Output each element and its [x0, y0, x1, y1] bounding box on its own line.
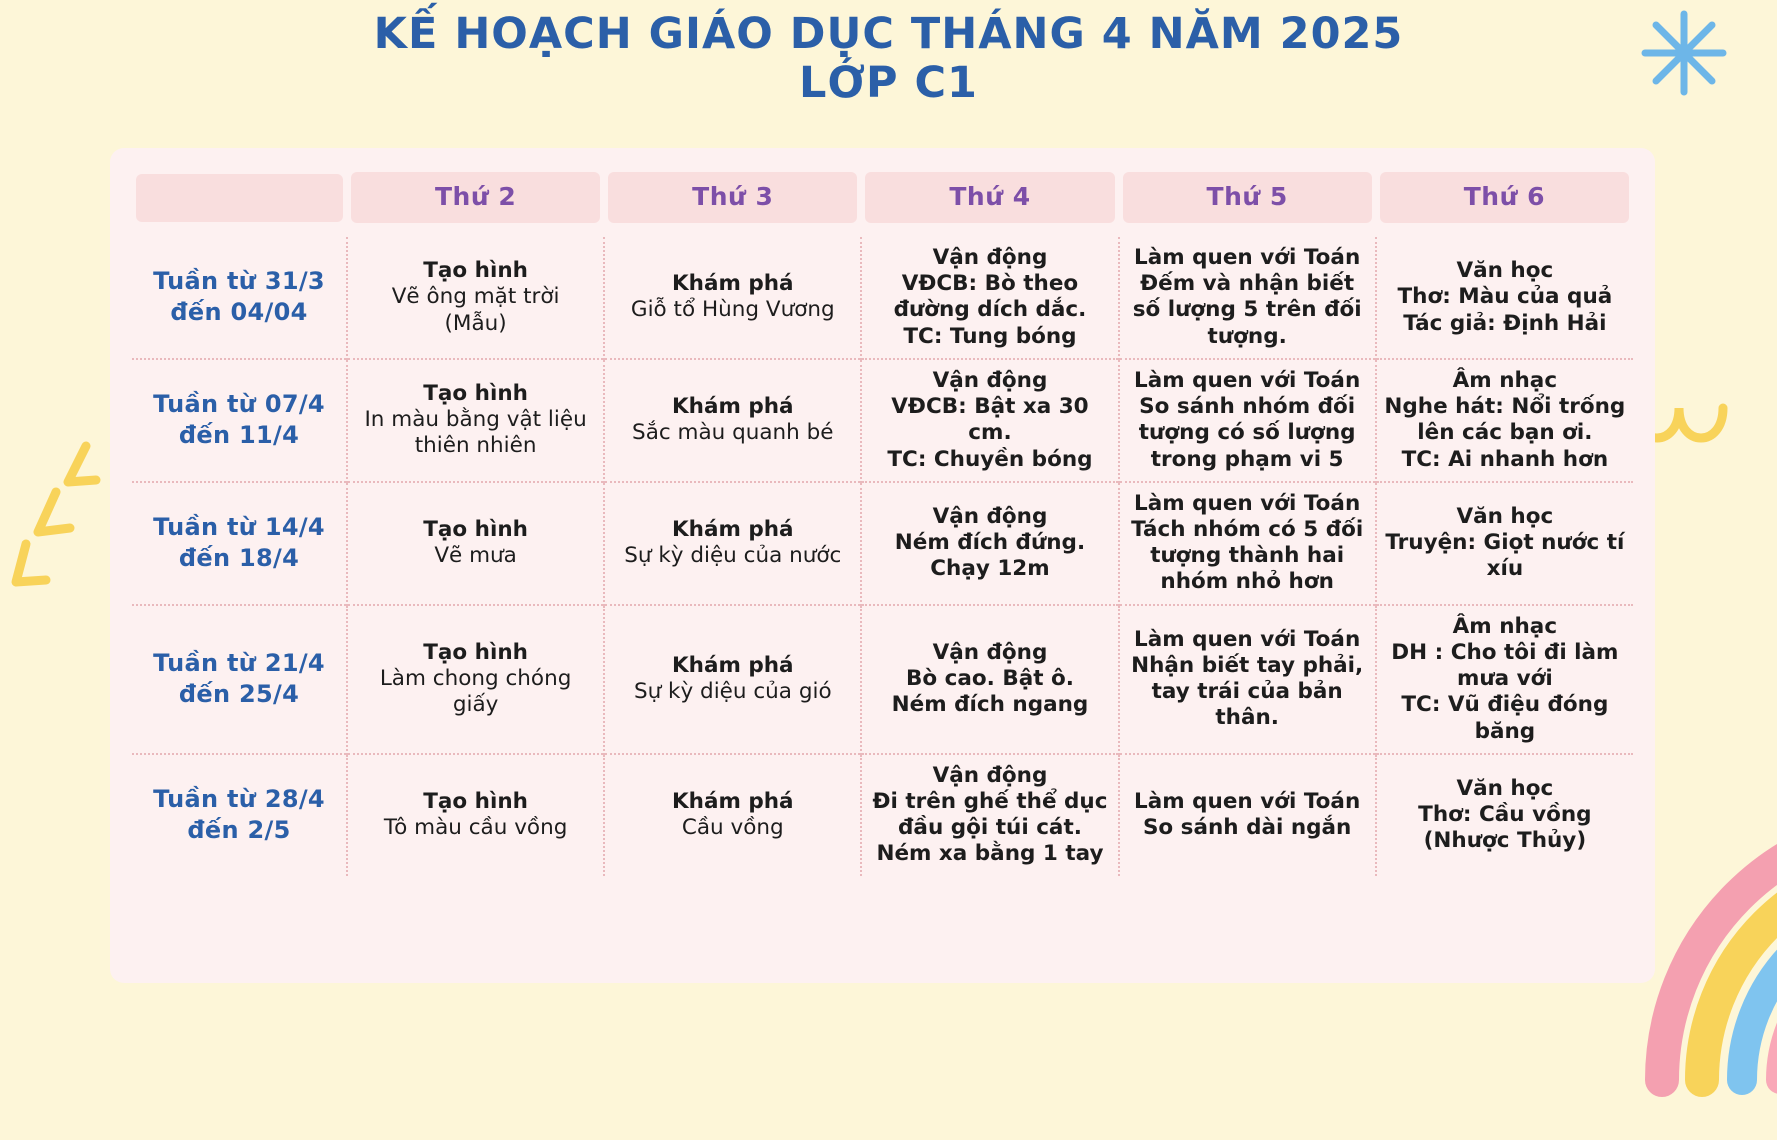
activity-detail: TC: Tung bóng [903, 323, 1077, 349]
activity-detail: Nghe hát: Nổi trống lên các bạn ơi. [1384, 394, 1626, 446]
activity-title: Làm quen với Toán [1134, 367, 1361, 393]
activity-title: Khám phá [671, 516, 794, 542]
page-title [0, 10, 1777, 110]
activity-detail: Thơ: Cầu vồng [1418, 802, 1592, 828]
column-header-label: Thứ 6 [1380, 172, 1629, 223]
activity-title: Tạo hình [423, 258, 528, 284]
table-corner-cell [132, 166, 347, 237]
activity-detail: Tách nhóm có 5 đối tượng thành hai nhóm nhỏ hơn [1131, 516, 1364, 595]
activity-title: Làm quen với Toán [1134, 788, 1361, 814]
column-header-label: Thứ 2 [351, 172, 600, 223]
activity-detail: Thơ: Màu của quả [1397, 284, 1613, 310]
activity-detail: Cầu vồng [681, 815, 784, 841]
activity-cell [861, 482, 1118, 605]
activity-detail: Đi trên ghế thể dục đầu gội túi cát. Ném xa bằng 1 tay [872, 788, 1108, 867]
activity-cell [347, 482, 604, 605]
activity-title: Tạo hình [423, 639, 528, 665]
week-label: Tuần từ 21/4 đến 25/4 [132, 605, 347, 754]
table-header [132, 166, 1633, 237]
table-row [132, 754, 1633, 876]
week-label: Tuần từ 31/3 đến 04/04 [132, 237, 347, 359]
activity-detail: TC: Vũ điệu đóng băng [1401, 692, 1609, 744]
activity-cell [347, 605, 604, 754]
activity-cell [861, 359, 1118, 482]
column-header-label: Thứ 5 [1123, 172, 1372, 223]
activity-title: Âm nhạc [1452, 367, 1558, 393]
activity-title: Tạo hình [423, 516, 528, 542]
column-header-day-4 [861, 166, 1118, 237]
title-line-1: KẾ HOẠCH GIÁO DỤC THÁNG 4 NĂM 2025 [373, 9, 1404, 59]
table-row [132, 605, 1633, 754]
activity-title: Khám phá [671, 271, 794, 297]
column-header-label: Thứ 4 [865, 172, 1114, 223]
schedule-card [110, 148, 1655, 983]
activity-cell [861, 754, 1118, 876]
activity-cell [1376, 237, 1633, 359]
activity-detail: DH : Cho tôi đi làm mưa với [1391, 639, 1619, 692]
activity-cell [604, 482, 861, 605]
activity-detail: Sự kỳ diệu của nước [624, 543, 842, 569]
activity-detail: Nhận biết tay phải, tay trái của bản thân. [1131, 652, 1364, 731]
activity-title: Vận động [932, 762, 1048, 788]
week-label: Tuần từ 14/4 đến 18/4 [132, 482, 347, 605]
activity-cell [604, 237, 861, 359]
activity-title: Làm quen với Toán [1134, 245, 1361, 270]
activity-detail: In màu bằng vật liệu thiên nhiên [364, 407, 587, 459]
activity-title: Văn học [1456, 503, 1554, 529]
activity-detail: TC: Ai nhanh hơn [1401, 446, 1609, 472]
week-label: Tuần từ 28/4 đến 2/5 [132, 754, 347, 876]
activity-title: Âm nhạc [1452, 613, 1558, 639]
activity-cell [1376, 359, 1633, 482]
title-line-2: LỚP C1 [799, 58, 978, 109]
activity-title: Tạo hình [423, 788, 528, 814]
activity-detail: VĐCB: Bò theo đường dích dắc. [893, 271, 1087, 323]
activity-detail: Sắc màu quanh bé [632, 420, 834, 446]
activity-detail: Tác giả: Định Hải [1403, 310, 1607, 336]
week-label: Tuần từ 07/4 đến 11/4 [132, 359, 347, 482]
activity-detail: Bò cao. Bật ô. [906, 666, 1074, 692]
activity-title: Khám phá [671, 652, 794, 678]
activity-detail: Làm chong chóng giấy [379, 666, 572, 718]
activity-cell [347, 754, 604, 876]
activity-title: Văn học [1456, 258, 1554, 284]
activity-title: Vận động [932, 503, 1048, 529]
activity-title: Văn học [1456, 775, 1554, 801]
education-plan-table [132, 166, 1633, 876]
activity-cell [1119, 359, 1376, 482]
activity-detail: So sánh nhóm đối tượng có số lượng trong phạm vi 5 [1138, 394, 1356, 472]
activity-cell [604, 605, 861, 754]
activity-title: Vận động [932, 639, 1048, 665]
activity-cell [347, 359, 604, 482]
activity-detail: Tô màu cầu vồng [383, 815, 568, 841]
activity-cell [1376, 754, 1633, 876]
activity-cell [1119, 482, 1376, 605]
activity-detail: Truyện: Giọt nước tí xíu [1385, 530, 1625, 582]
activity-title: Khám phá [671, 788, 794, 814]
activity-detail: Đếm và nhận biết số lượng 5 trên đối tượng. [1132, 271, 1362, 349]
activity-cell [1119, 237, 1376, 359]
table-body [132, 237, 1633, 876]
activity-cell [347, 237, 604, 359]
activity-detail: Chạy 12m [930, 556, 1050, 582]
activity-title: Khám phá [671, 394, 794, 420]
activity-detail: (Mẫu) [444, 310, 507, 336]
table-row [132, 237, 1633, 359]
activity-title: Vận động [932, 245, 1048, 270]
activity-detail: TC: Chuyền bóng [887, 446, 1093, 472]
activity-detail: (Nhược Thủy) [1423, 828, 1587, 854]
table-row [132, 482, 1633, 605]
activity-detail: Sự kỳ diệu của gió [633, 679, 832, 705]
activity-detail: So sánh dài ngắn [1142, 815, 1352, 841]
activity-cell [861, 237, 1118, 359]
column-header-day-5 [1119, 166, 1376, 237]
activity-title: Tạo hình [423, 380, 528, 406]
activity-title: Làm quen với Toán [1134, 490, 1361, 516]
activity-detail: Ném đích đứng. [894, 530, 1086, 556]
activity-cell [1119, 754, 1376, 876]
activity-cell [861, 605, 1118, 754]
column-header-day-3 [604, 166, 861, 237]
activity-title: Làm quen với Toán [1134, 626, 1361, 652]
column-header-label: Thứ 3 [608, 172, 857, 223]
activity-detail: Ném đích ngang [891, 692, 1089, 718]
table-row [132, 359, 1633, 482]
activity-detail: Vẽ mưa [434, 543, 517, 569]
activity-title: Vận động [932, 367, 1048, 393]
activity-cell [1119, 605, 1376, 754]
column-header-day-6 [1376, 166, 1633, 237]
activity-cell [604, 359, 861, 482]
column-header-day-2 [347, 166, 604, 237]
activity-detail: VĐCB: Bật xa 30 cm. [891, 394, 1089, 446]
activity-detail: Giỗ tổ Hùng Vương [630, 297, 835, 323]
activity-cell [604, 754, 861, 876]
activity-cell [1376, 482, 1633, 605]
activity-detail: Vẽ ông mặt trời [391, 284, 560, 310]
activity-cell [1376, 605, 1633, 754]
